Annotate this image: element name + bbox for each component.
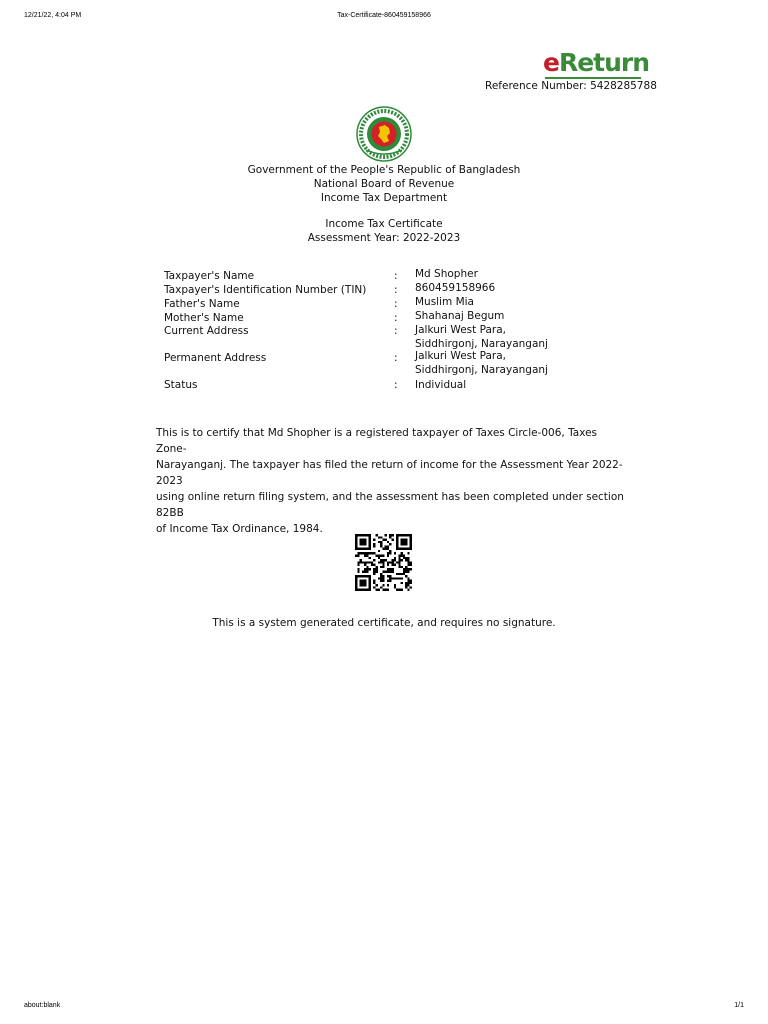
board-heading: National Board of Revenue xyxy=(313,178,455,190)
field-row-current-address xyxy=(0,324,768,352)
field-colon: : xyxy=(394,325,398,337)
certification-line: Narayanganj. The taxpayer has filed the return of income for the Assessment Year 2022-2023 xyxy=(156,459,623,487)
field-value: Jalkuri West Para, Siddhirgonj, Narayanganj xyxy=(415,350,548,376)
field-colon: : xyxy=(394,298,398,310)
certification-line: of Income Tax Ordinance, 1984. xyxy=(156,523,323,535)
print-datetime: 12/21/22, 4:04 PM xyxy=(24,12,82,19)
reference-number: Reference Number: 5428285788 xyxy=(485,80,657,92)
field-label: Mother's Name xyxy=(164,312,244,324)
field-label: Permanent Address xyxy=(164,352,267,364)
government-seal-icon xyxy=(356,106,412,162)
government-heading: Government of the People's Republic of Bangladesh xyxy=(247,164,521,176)
print-page-count: 1/1 xyxy=(734,1002,744,1009)
field-label: Taxpayer's Identification Number (TIN) xyxy=(164,284,367,296)
print-url: about:blank xyxy=(24,1002,61,1009)
assessment-year: Assessment Year: 2022-2023 xyxy=(307,232,461,244)
field-value: Shahanaj Begum xyxy=(415,310,505,322)
field-colon: : xyxy=(394,379,398,391)
field-label: Taxpayer's Name xyxy=(164,270,255,282)
field-value: Muslim Mia xyxy=(415,296,474,308)
field-colon: : xyxy=(394,352,398,364)
field-value: Jalkuri West Para, Siddhirgonj, Narayanganj xyxy=(415,324,548,350)
field-value: 860459158966 xyxy=(415,282,496,294)
department-heading: Income Tax Department xyxy=(320,192,448,204)
ereturn-logo: eReturn xyxy=(543,48,650,77)
field-colon: : xyxy=(394,284,398,296)
field-label: Status xyxy=(164,379,198,391)
field-value: Individual xyxy=(415,379,467,391)
certification-line: This is to certify that Md Shopher is a registered taxpayer of Taxes Circle-006, Taxes Zone- xyxy=(156,427,598,455)
field-row-taxpayer-name xyxy=(0,269,768,283)
field-label: Father's Name xyxy=(164,298,240,310)
field-row-permanent-address xyxy=(0,351,768,379)
field-colon: : xyxy=(394,270,398,282)
qr-code-icon xyxy=(355,534,412,591)
certification-paragraph xyxy=(156,425,626,537)
field-row-tin xyxy=(0,283,768,297)
print-doc-title: Tax-Certificate-860459158966 xyxy=(337,12,431,19)
field-row-father-name xyxy=(0,297,768,311)
field-colon: : xyxy=(394,312,398,324)
system-generated-note: This is a system generated certificate, and requires no signature. xyxy=(212,617,556,629)
certificate-title: Income Tax Certificate xyxy=(325,218,443,230)
field-value: Md Shopher xyxy=(415,268,478,280)
field-label: Current Address xyxy=(164,325,249,337)
field-row-mother-name xyxy=(0,311,768,325)
certification-line: using online return filing system, and the assessment has been completed under section 82BB xyxy=(156,491,624,519)
field-row-status xyxy=(0,378,768,392)
